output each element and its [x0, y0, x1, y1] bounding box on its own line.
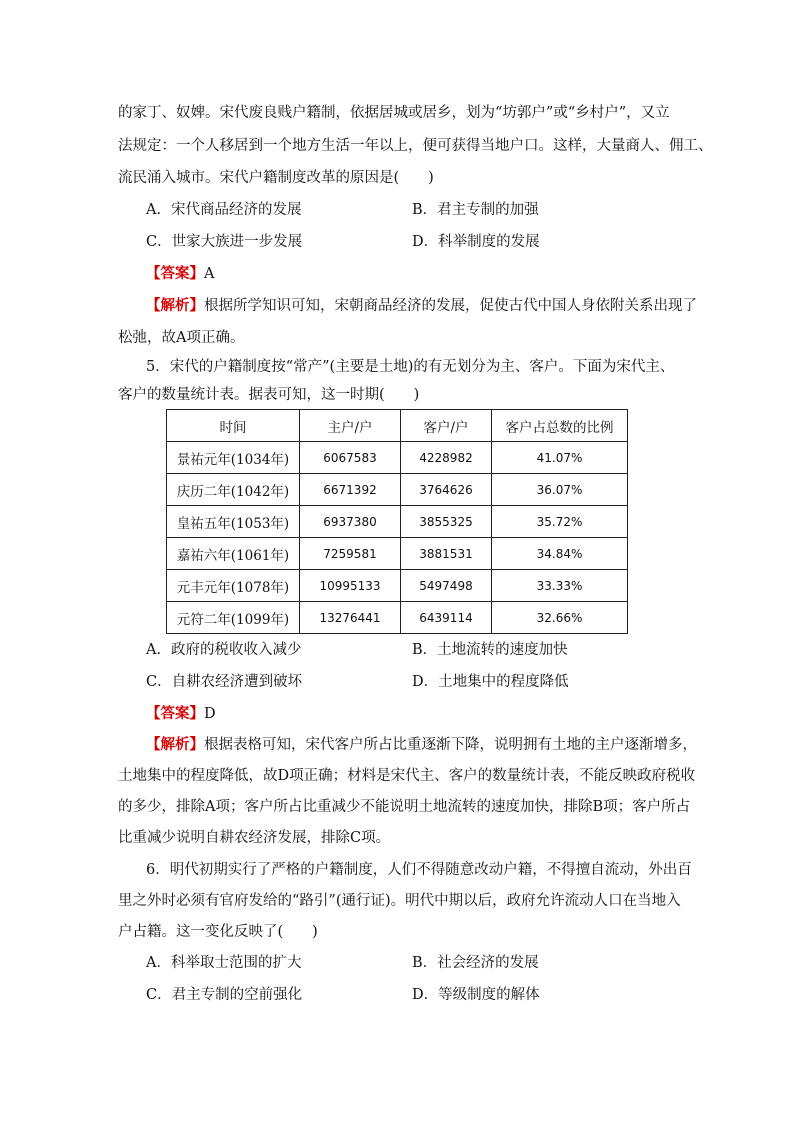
header-main-households: 主户/户 — [300, 410, 401, 442]
table-row — [167, 602, 628, 634]
cell-ratio: 35.72% — [492, 506, 628, 538]
analysis-tag: 【解析】 — [146, 297, 204, 314]
q4-option-c: C．世家大族进一步发展 — [146, 234, 303, 250]
analysis-text: 根据表格可知，宋代客户所占比重逐渐下降，说明拥有土地的主户逐渐增多， — [204, 737, 697, 753]
cell-main: 6067583 — [300, 442, 401, 474]
cell-main: 7259581 — [300, 538, 401, 570]
q5-analysis-line-3: 的多少，排除A项；客户所占比重减少不能说明土地流转的速度加快，排除B项；客户所占 — [118, 799, 691, 815]
cell-main: 10995133 — [300, 570, 401, 602]
q6-stem-line-1: 6．明代初期实行了严格的户籍制度，人们不得随意改动户籍，不得擅自流动，外出百 — [146, 862, 692, 878]
header-guest-households: 客户/户 — [401, 410, 492, 442]
analysis-tag: 【解析】 — [146, 736, 204, 753]
q5-option-a: A．政府的税收收入减少 — [146, 642, 302, 658]
q6-option-d: D．等级制度的解体 — [412, 987, 540, 1003]
q5-option-d: D．土地集中的程度降低 — [412, 674, 569, 690]
analysis-text: 根据所学知识可知，宋朝商品经济的发展，促使古代中国人身依附关系出现了 — [204, 298, 697, 314]
table-row — [167, 474, 628, 506]
household-statistics-table — [166, 409, 628, 634]
q4-analysis-line-1 — [146, 296, 697, 316]
cell-guest: 4228982 — [401, 442, 492, 474]
answer-value: A — [204, 266, 215, 282]
table-row — [167, 570, 628, 602]
q5-stem-line-1: 5．宋代的户籍制度按“常产”(主要是土地)的有无划分为主、客户。下面为宋代主、 — [146, 359, 675, 375]
table-row — [167, 538, 628, 570]
cell-main: 6671392 — [300, 474, 401, 506]
cell-guest: 3764626 — [401, 474, 492, 506]
cell-time: 皇祐五年(1053年) — [167, 506, 300, 538]
q6-option-c: C．君主专制的空前强化 — [146, 987, 303, 1003]
table-header-row — [167, 410, 628, 442]
header-guest-ratio: 客户占总数的比例 — [492, 410, 628, 442]
q4-stem-line-1: 的家丁、奴婢。宋代废良贱户籍制，依据居城或居乡，划为“坊郭户”或“乡村户”，又立 — [118, 105, 670, 121]
q4-option-a: A．宋代商品经济的发展 — [146, 202, 302, 218]
cell-time: 元符二年(1099年) — [167, 602, 300, 634]
answer-value: D — [204, 706, 216, 722]
cell-main: 6937380 — [300, 506, 401, 538]
cell-time: 景祐元年(1034年) — [167, 442, 300, 474]
q6-stem-line-2: 里之外时必须有官府发给的“路引”(通行证)。明代中期以后，政府允许流动人口在当地入 — [118, 893, 681, 909]
cell-guest: 6439114 — [401, 602, 492, 634]
q4-analysis-line-2: 松弛，故A项正确。 — [118, 330, 245, 346]
q6-option-a: A．科举取士范围的扩大 — [146, 955, 302, 971]
cell-ratio: 32.66% — [492, 602, 628, 634]
q5-option-b: B．土地流转的速度加快 — [412, 642, 568, 658]
cell-time: 元丰元年(1078年) — [167, 570, 300, 602]
q4-option-b: B．君主专制的加强 — [412, 202, 539, 218]
header-time: 时间 — [167, 410, 300, 442]
answer-tag: 【答案】 — [146, 705, 204, 722]
q6-stem-line-3: 户占籍。这一变化反映了( ) — [118, 924, 318, 940]
q5-analysis-line-4: 比重减少说明自耕农经济发展，排除C项。 — [118, 830, 391, 846]
q5-stem-line-2: 客户的数量统计表。据表可知，这一时期( ) — [118, 387, 420, 403]
cell-time: 庆历二年(1042年) — [167, 474, 300, 506]
q5-analysis-line-2: 土地集中的程度降低，故D项正确；材料是宋代主、客户的数量统计表，不能反映政府税收 — [118, 768, 696, 784]
table-row — [167, 442, 628, 474]
cell-ratio: 33.33% — [492, 570, 628, 602]
cell-time: 嘉祐六年(1061年) — [167, 538, 300, 570]
cell-ratio: 34.84% — [492, 538, 628, 570]
answer-tag: 【答案】 — [146, 265, 204, 282]
cell-ratio: 36.07% — [492, 474, 628, 506]
q4-option-d: D．科举制度的发展 — [412, 234, 540, 250]
q6-option-b: B．社会经济的发展 — [412, 955, 539, 971]
cell-guest: 5497498 — [401, 570, 492, 602]
table-row — [167, 506, 628, 538]
cell-main: 13276441 — [300, 602, 401, 634]
cell-guest: 3855325 — [401, 506, 492, 538]
q4-stem-line-3: 流民涌入城市。宋代户籍制度改革的原因是( ) — [118, 170, 434, 186]
q4-stem-line-2: 法规定：一个人移居到一个地方生活一年以上，便可获得当地户口。这样，大量商人、佣工、 — [118, 138, 713, 154]
cell-ratio: 41.07% — [492, 442, 628, 474]
cell-guest: 3881531 — [401, 538, 492, 570]
q5-option-c: C．自耕农经济遭到破坏 — [146, 674, 303, 690]
q4-answer — [146, 264, 214, 284]
q5-analysis-line-1 — [146, 735, 697, 755]
q5-answer — [146, 704, 216, 724]
